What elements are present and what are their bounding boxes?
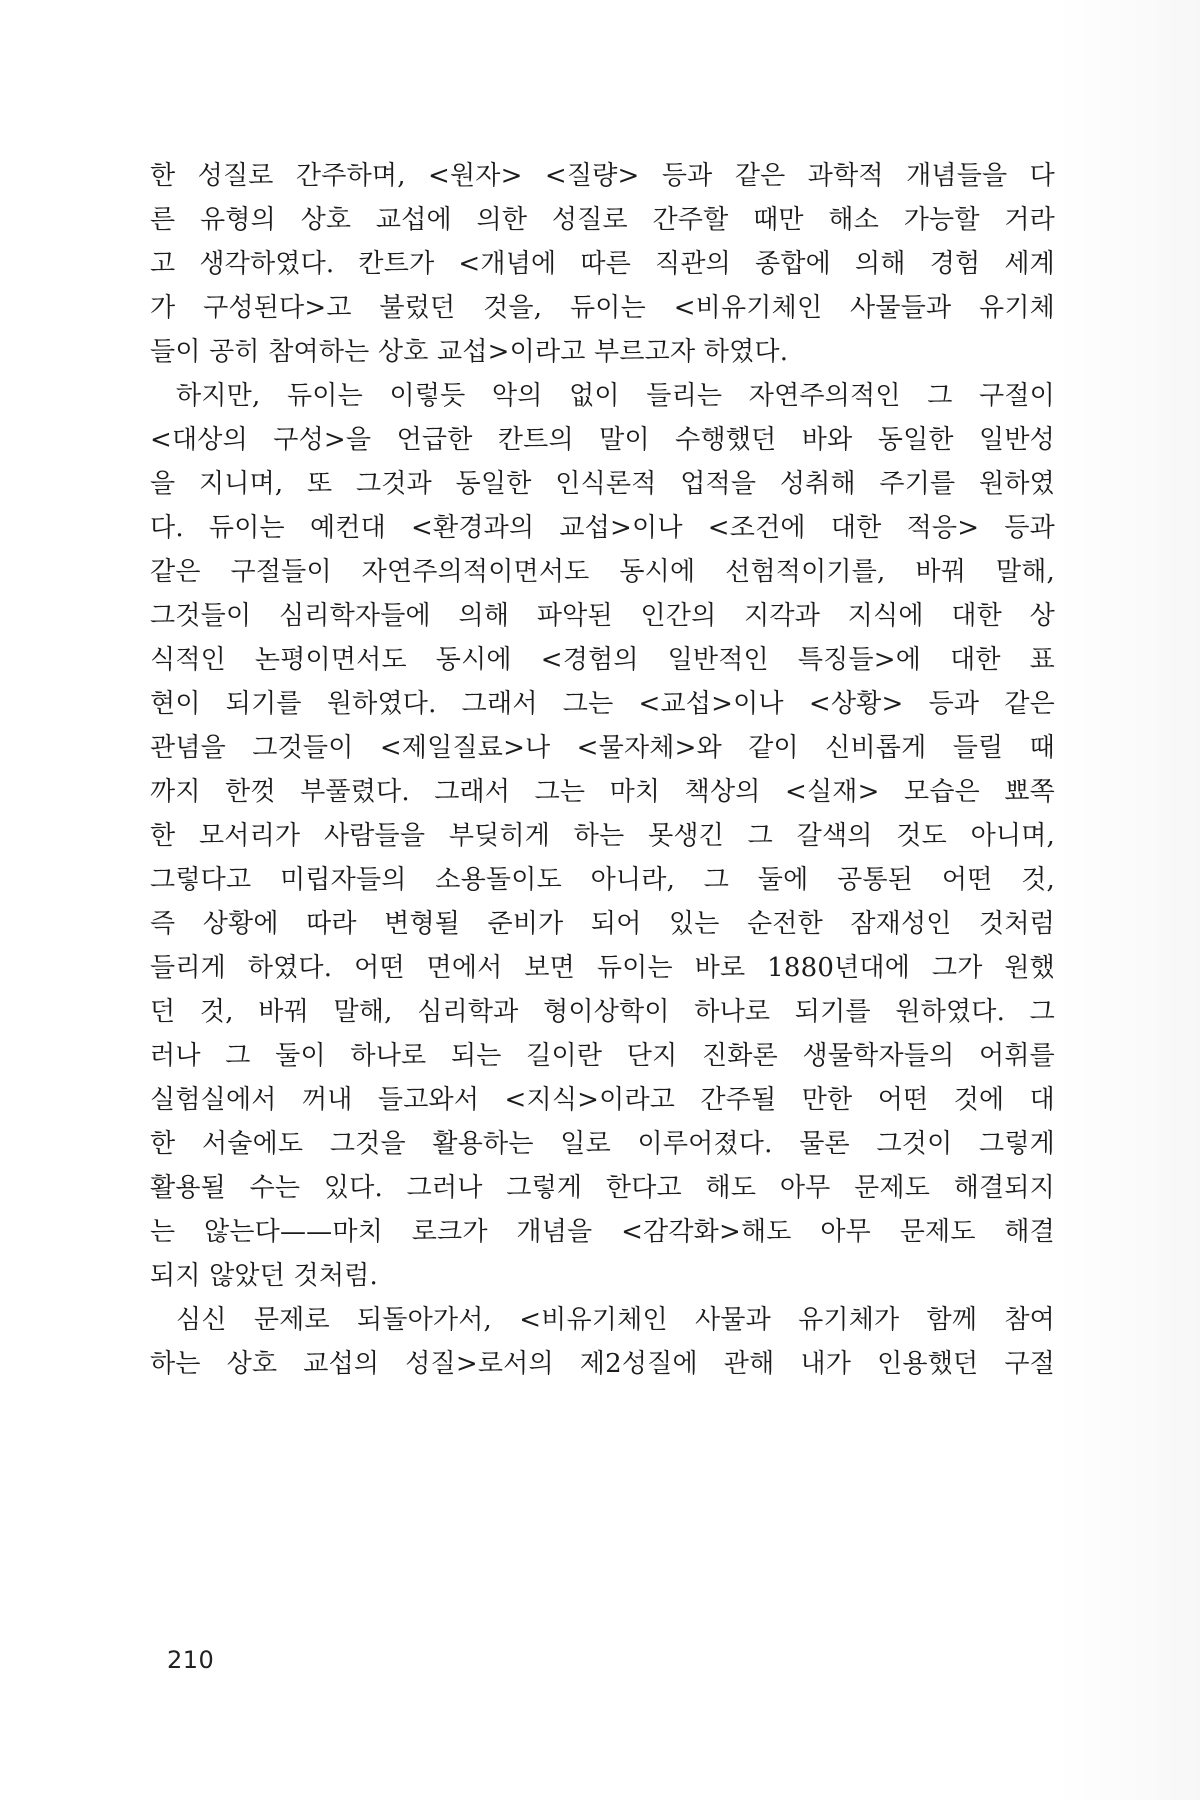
body-text (150, 154, 1055, 1386)
text-line: 고 생각하였다. 칸트가 <개념에 따른 직관의 종합에 의해 경험 세계 (150, 249, 1055, 279)
text-line: 즉 상황에 따라 변형될 준비가 되어 있는 순전한 잠재성인 것처럼 (150, 909, 1055, 939)
page-number: 210 (167, 1646, 215, 1674)
text-line: 한 서술에도 그것을 활용하는 일로 이루어졌다. 물론 그것이 그렇게 (150, 1129, 1055, 1159)
text-line: 되지 않았던 것처럼. (150, 1261, 378, 1291)
text-line: 관념을 그것들이 <제일질료>나 <물자체>와 같이 신비롭게 들릴 때 (150, 733, 1055, 763)
text-line: 다. 듀이는 예컨대 <환경과의 교섭>이나 <조건에 대한 적응> 등과 (150, 513, 1055, 543)
text-line: 까지 한껏 부풀렸다. 그래서 그는 마치 책상의 <실재> 모습은 뾰쪽 (150, 777, 1055, 807)
text-line: 하지만, 듀이는 이렇듯 악의 없이 들리는 자연주의적인 그 구절이 (176, 381, 1055, 411)
text-line: 른 유형의 상호 교섭에 의한 성질로 간주할 때만 해소 가능할 거라 (150, 205, 1055, 235)
text-line: 가 구성된다>고 불렀던 것을, 듀이는 <비유기체인 사물들과 유기체 (150, 293, 1055, 323)
text-line: <대상의 구성>을 언급한 칸트의 말이 수행했던 바와 동일한 일반성 (150, 425, 1055, 455)
text-line: 그것들이 심리학자들에 의해 파악된 인간의 지각과 지식에 대한 상 (150, 601, 1055, 631)
text-line: 던 것, 바꿔 말해, 심리학과 형이상학이 하나로 되기를 원하였다. 그 (150, 997, 1055, 1027)
text-line: 식적인 논평이면서도 동시에 <경험의 일반적인 특징들>에 대한 표 (150, 645, 1055, 675)
text-line: 들이 공히 참여하는 상호 교섭>이라고 부르고자 하였다. (150, 337, 789, 367)
text-line: 는 않는다——마치 로크가 개념을 <감각화>해도 아무 문제도 해결 (150, 1217, 1055, 1247)
text-line: 심신 문제로 되돌아가서, <비유기체인 사물과 유기체가 함께 참여 (176, 1305, 1055, 1335)
text-line: 그렇다고 미립자들의 소용돌이도 아니라, 그 둘에 공통된 어떤 것, (150, 865, 1055, 895)
text-line: 같은 구절들이 자연주의적이면서도 동시에 선험적이기를, 바꿔 말해, (150, 557, 1055, 587)
text-line: 들리게 하였다. 어떤 면에서 보면 듀이는 바로 1880년대에 그가 원했 (150, 953, 1055, 983)
text-line: 현이 되기를 원하였다. 그래서 그는 <교섭>이나 <상황> 등과 같은 (150, 689, 1055, 719)
text-line: 러나 그 둘이 하나로 되는 길이란 단지 진화론 생물학자들의 어휘를 (150, 1041, 1055, 1071)
text-line: 하는 상호 교섭의 성질>로서의 제2성질에 관해 내가 인용했던 구절 (150, 1349, 1055, 1379)
text-line: 한 모서리가 사람들을 부딪히게 하는 못생긴 그 갈색의 것도 아니며, (150, 821, 1055, 851)
text-line: 활용될 수는 있다. 그러나 그렇게 한다고 해도 아무 문제도 해결되지 (150, 1173, 1055, 1203)
text-line: 을 지니며, 또 그것과 동일한 인식론적 업적을 성취해 주기를 원하였 (150, 469, 1055, 499)
text-line: 실험실에서 꺼내 들고와서 <지식>이라고 간주될 만한 어떤 것에 대 (150, 1085, 1055, 1115)
text-line: 한 성질로 간주하며, <원자> <질량> 등과 같은 과학적 개념들을 다 (150, 161, 1055, 191)
